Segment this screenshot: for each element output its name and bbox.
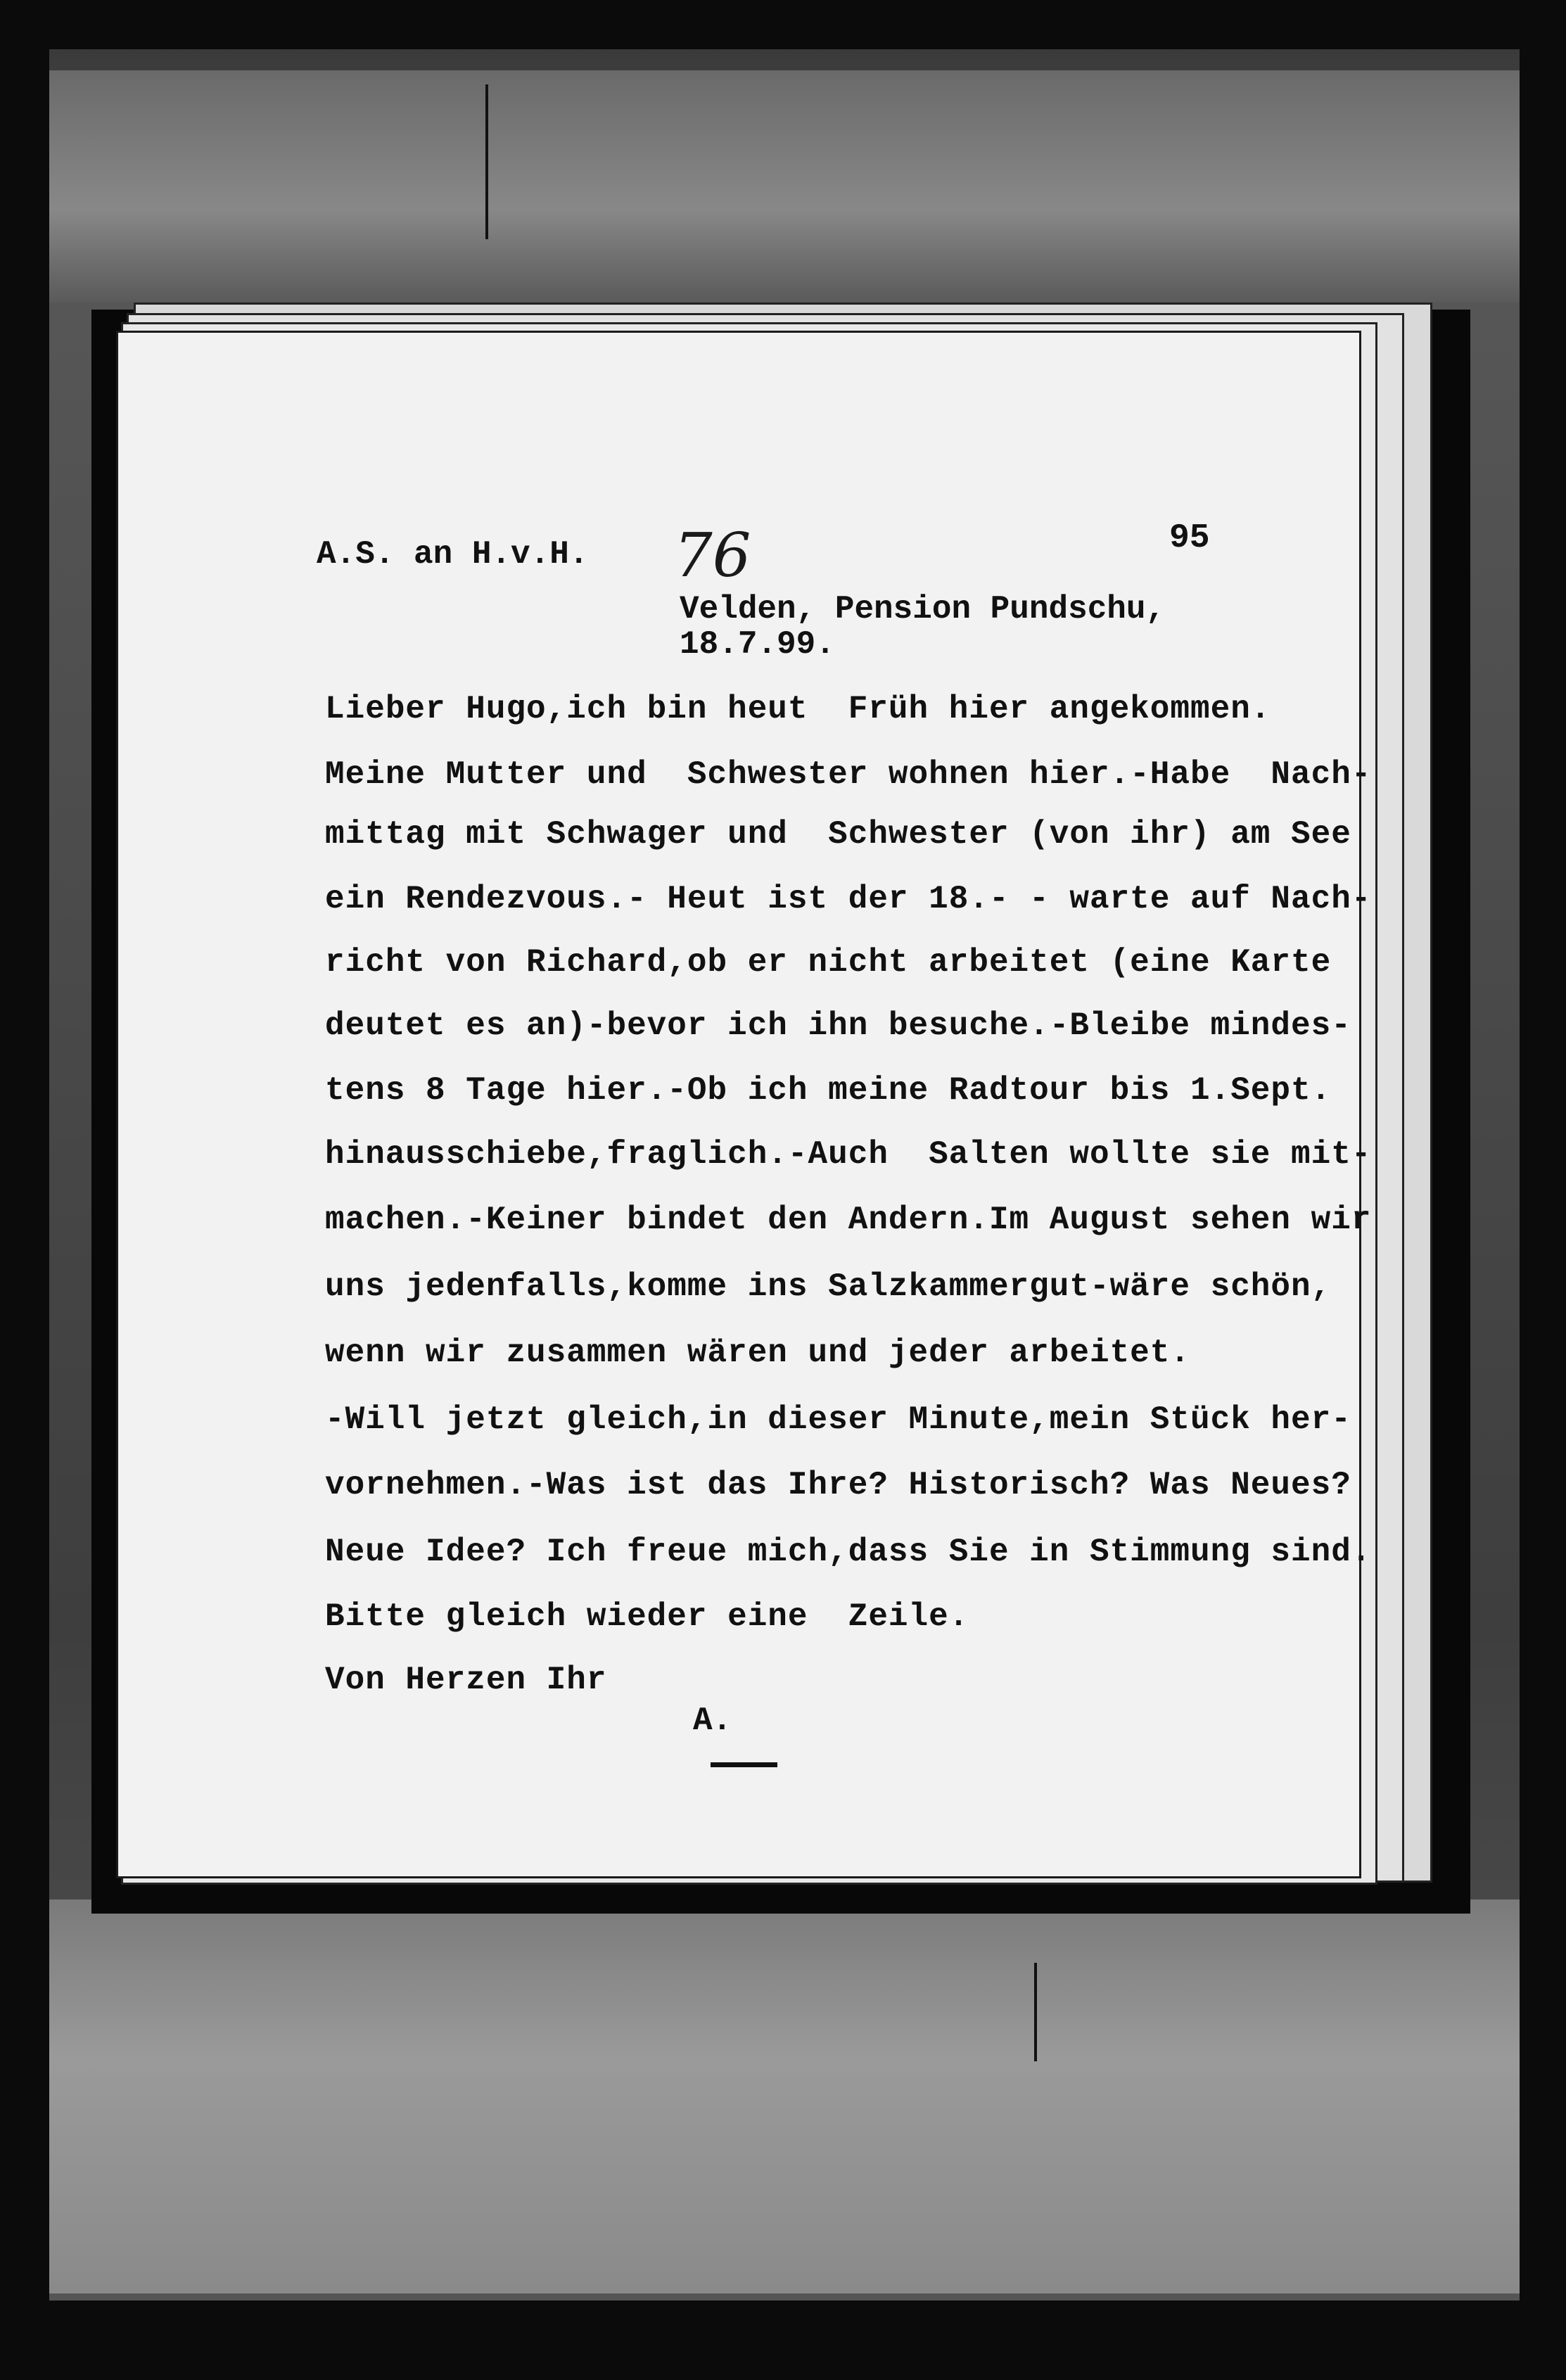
signature-underline xyxy=(711,1762,777,1767)
folder-bottom xyxy=(49,1899,1520,2293)
body-line: Von Herzen Ihr xyxy=(325,1662,607,1698)
body-line: wenn wir zusammen wären und jeder arbeitet. xyxy=(325,1335,1190,1371)
folder-crease xyxy=(1034,1963,1037,2061)
folder-crease xyxy=(485,84,488,239)
body-line: Meine Mutter und Schwester wohnen hier.-Habe Nach- xyxy=(325,756,1372,793)
signature: A. xyxy=(693,1703,732,1739)
body-line: mittag mit Schwager und Schwester (von ihr) am See xyxy=(325,816,1351,853)
body-line: deutet es an)-bevor ich ihn besuche.-Bleibe mindes- xyxy=(325,1007,1351,1044)
body-line: vornehmen.-Was ist das Ihre? Historisch? Was Neues? xyxy=(325,1467,1351,1503)
letter-date: 18.7.99. xyxy=(680,626,835,663)
handwritten-number: 76 xyxy=(674,521,751,591)
body-line: tens 8 Tage hier.-Ob ich meine Radtour bis 1.Sept. xyxy=(325,1072,1332,1109)
body-line: Lieber Hugo,ich bin heut Früh hier angekommen. xyxy=(325,691,1271,727)
body-line: Bitte gleich wieder eine Zeile. xyxy=(325,1598,969,1635)
body-line: -Will jetzt gleich,in dieser Minute,mein Stück her- xyxy=(325,1401,1351,1438)
body-line: richt von Richard,ob er nicht arbeitet (eine Karte xyxy=(325,944,1332,981)
letter-place: Velden, Pension Pundschu, xyxy=(680,591,1166,628)
body-line: Neue Idee? Ich freue mich,dass Sie in Stimmung sind. xyxy=(325,1534,1372,1570)
sender-recipient: A.S. an H.v.H. xyxy=(317,536,589,573)
folder-top xyxy=(49,70,1520,303)
body-line: uns jedenfalls,komme ins Salzkammergut-wäre schön, xyxy=(325,1268,1332,1305)
body-line: machen.-Keiner bindet den Andern.Im August sehen wir xyxy=(325,1202,1372,1238)
body-line: hinausschiebe,fraglich.-Auch Salten wollte sie mit- xyxy=(325,1136,1372,1173)
body-line: ein Rendezvous.- Heut ist der 18.- - warte auf Nach- xyxy=(325,881,1372,917)
page-number: 95 xyxy=(1169,519,1210,557)
